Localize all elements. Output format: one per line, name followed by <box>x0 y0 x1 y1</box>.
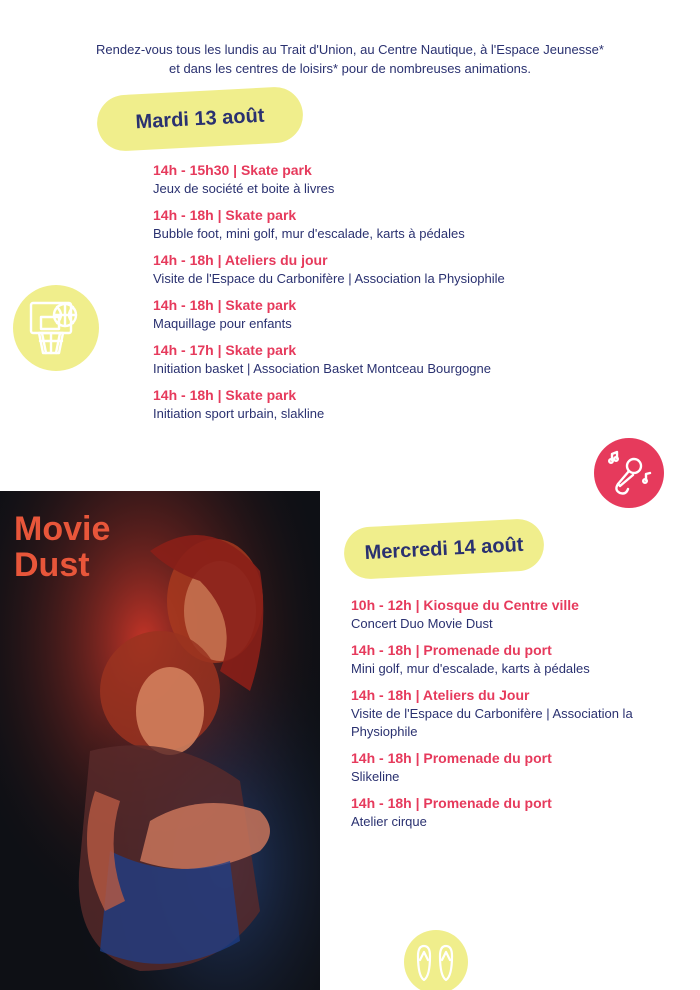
event-item <box>153 296 613 333</box>
date-label: Mardi 13 août <box>135 104 265 133</box>
date-badge-day2 <box>343 518 545 580</box>
event-desc: Initiation sport urbain, slakline <box>153 406 325 421</box>
event-time: 14h - 17h | Skate park <box>153 342 297 358</box>
event-desc: Visite de l'Espace du Carbonifère | Association la Physiophile <box>153 271 505 286</box>
event-desc: Mini golf, mur d'escalade, karts à pédales <box>351 661 590 676</box>
event-time: 14h - 18h | Ateliers du jour <box>153 252 328 268</box>
poster-title <box>14 511 110 583</box>
event-item <box>153 386 613 423</box>
event-time: 14h - 18h | Skate park <box>153 387 297 403</box>
intro-line-1: Rendez-vous tous les lundis au Trait d'Union, au Centre Nautique, à l'Espace Jeunesse* <box>96 42 604 57</box>
intro-text <box>0 40 700 78</box>
event-time: 14h - 18h | Skate park <box>153 207 297 223</box>
event-time: 14h - 18h | Ateliers du Jour <box>351 687 530 703</box>
event-time: 14h - 18h | Skate park <box>153 297 297 313</box>
intro-line-2: et dans les centres de loisirs* pour de nombreuses animations. <box>168 61 532 76</box>
event-desc: Slikeline <box>351 769 400 784</box>
event-time: 14h - 18h | Promenade du port <box>351 642 552 658</box>
date-label: Mercredi 14 août <box>364 533 524 564</box>
movie-dust-poster <box>0 491 320 990</box>
event-item <box>153 341 613 378</box>
event-time: 10h - 12h | Kiosque du Centre ville <box>351 597 579 613</box>
event-item <box>351 794 681 831</box>
event-list-day1 <box>153 161 613 431</box>
event-item <box>351 641 681 678</box>
date-badge-day1 <box>96 86 305 153</box>
event-desc: Visite de l'Espace du Carbonifère | Association la Physiophile <box>351 706 633 739</box>
event-item <box>351 596 681 633</box>
event-desc: Concert Duo Movie Dust <box>351 616 493 631</box>
event-item <box>351 749 681 786</box>
event-desc: Bubble foot, mini golf, mur d'escalade, karts à pédales <box>153 226 465 241</box>
event-item <box>351 686 681 741</box>
event-time: 14h - 15h30 | Skate park <box>153 162 312 178</box>
event-item <box>153 206 613 243</box>
basketball-hoop-icon <box>13 285 99 371</box>
event-time: 14h - 18h | Promenade du port <box>351 795 552 811</box>
event-item <box>153 251 613 288</box>
event-list-day2 <box>351 596 681 839</box>
microphone-music-icon <box>594 438 664 508</box>
flip-flops-icon <box>404 930 468 990</box>
event-desc: Atelier cirque <box>351 814 427 829</box>
event-item <box>153 161 613 198</box>
poster-title-line-2: Dust <box>14 546 90 584</box>
event-desc: Jeux de société et boite à livres <box>153 181 335 196</box>
event-desc: Initiation basket | Association Basket Montceau Bourgogne <box>153 361 491 376</box>
event-time: 14h - 18h | Promenade du port <box>351 750 552 766</box>
event-desc: Maquillage pour enfants <box>153 316 292 331</box>
poster-title-line-1: Movie <box>14 510 111 548</box>
